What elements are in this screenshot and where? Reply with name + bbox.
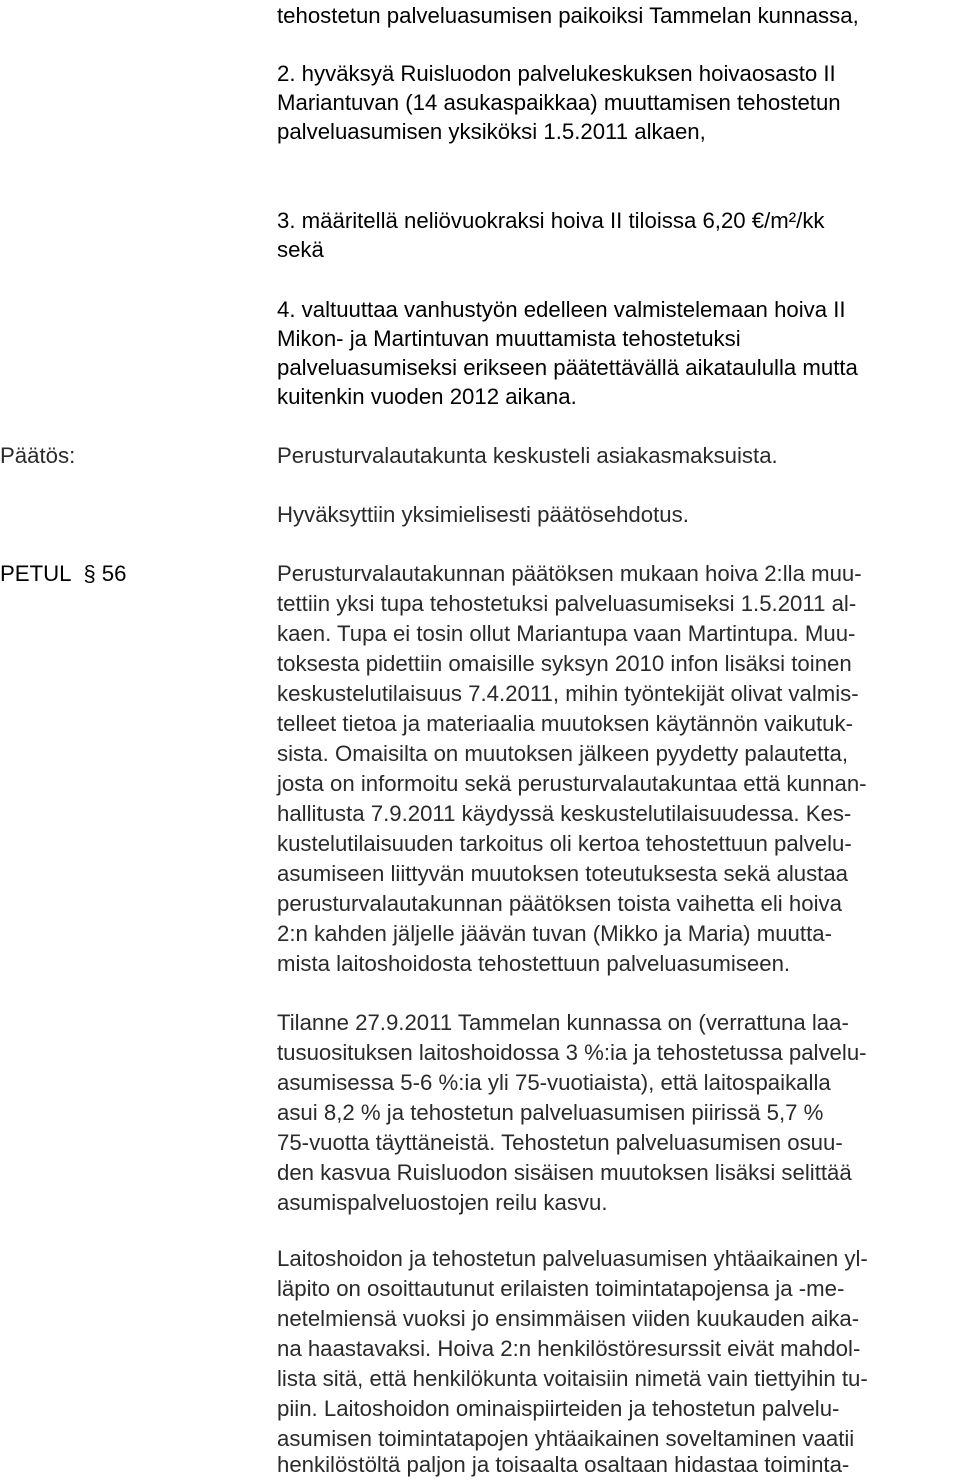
para3-line-2: läpito on osoittautunut erilaisten toimintatapojensa ja -me- <box>277 1276 845 1301</box>
para1-line-14: mista laitoshoidosta tehostettuun palveluasumiseen. <box>277 951 791 976</box>
section-sign-icon: § <box>83 561 96 586</box>
item2-line-3: palveluasumisen yksiköksi 1.5.2011 alkaen, <box>277 119 706 144</box>
para1-line-3: kaen. Tupa ei tosin ollut Mariantupa vaan Martintupa. Muu- <box>277 621 856 646</box>
para2-line-6: den kasvua Ruisluodon sisäisen muutoksen lisäksi selittää <box>277 1160 852 1185</box>
item4-line-2: Mikon- ja Martintuvan muuttamista tehostetuksi <box>277 326 741 351</box>
item4-line-3: palveluasumiseksi erikseen päätettävällä aikataululla mutta <box>277 355 858 380</box>
para3-line-5: lista sitä, että henkilökunta voitaisiin nimetä vain tiettyihin tu- <box>277 1366 868 1391</box>
para2-line-2: tusuosituksen laitoshoidossa 3 %:ia ja tehostetussa palvelu- <box>277 1040 867 1065</box>
item3-line-2: sekä <box>277 237 324 262</box>
item2-line-1: 2. hyväksyä Ruisluodon palvelukeskuksen hoivaosasto II <box>277 61 836 86</box>
item1-tail: tehostetun palveluasumisen paikoiksi Tammelan kunnassa, <box>277 3 859 28</box>
decision-line-2: Hyväksyttiin yksimielisesti päätösehdotus. <box>277 502 689 527</box>
para3-line-4: na haastavaksi. Hoiva 2:n henkilöstöresurssit eivät mahdol- <box>277 1336 861 1361</box>
decision-line-1: Perusturvalautakunta keskusteli asiakasmaksuista. <box>277 443 778 468</box>
para1-line-10: kustelutilaisuuden tarkoitus oli kertoa tehostettuun palvelu- <box>277 831 852 856</box>
item2-line-2: Mariantuvan (14 asukaspaikkaa) muuttamisen tehostetun <box>277 90 841 115</box>
petul-number: 56 <box>101 561 127 586</box>
para1-line-4: toksesta pidettiin omaisille syksyn 2010 infon lisäksi toinen <box>277 651 852 676</box>
para2-line-7: asumispalveluostojen reilu kasvu. <box>277 1190 608 1215</box>
item4-line-4: kuitenkin vuoden 2012 aikana. <box>277 384 577 409</box>
para1-line-5: keskustelutilaisuus 7.4.2011, mihin työntekijät olivat valmis- <box>277 681 859 706</box>
para3-line-3: netelmiensä vuoksi jo ensimmäisen viiden kuukauden aika- <box>277 1306 860 1331</box>
decision-label: Päätös: <box>0 443 76 468</box>
petul-label: PETUL <box>0 561 72 586</box>
para3-line-8: henkilöstöltä paljon ja toisaalta osaltaan hidastaa toiminta- <box>277 1452 850 1477</box>
para2-line-4: asui 8,2 % ja tehostetun palveluasumisen piirissä 5,7 % <box>277 1100 824 1125</box>
para3-line-6: piin. Laitoshoidon ominaispiirteiden ja tehostetun palvelu- <box>277 1396 840 1421</box>
para1-line-11: asumiseen liittyvän muutoksen toteutuksesta sekä alustaa <box>277 861 849 886</box>
para1-line-6: telleet tietoa ja materiaalia muutoksen käytännön vaikutuk- <box>277 711 853 736</box>
para1-line-12: perusturvalautakunnan päätöksen toista vaihetta eli hoiva <box>277 891 842 916</box>
para3-line-1: Laitoshoidon ja tehostetun palveluasumisen yhtäaikainen yl- <box>277 1246 868 1271</box>
para1-line-9: hallitusta 7.9.2011 käydyssä keskustelutilaisuudessa. Kes- <box>277 801 852 826</box>
para3-line-7: asumisen toimintatapojen yhtäaikainen soveltaminen vaatii <box>277 1426 855 1451</box>
para2-line-1: Tilanne 27.9.2011 Tammelan kunnassa on (verrattuna laa- <box>277 1010 849 1035</box>
para1-line-2: tettiin yksi tupa tehostetuksi palveluasumiseksi 1.5.2011 al- <box>277 591 857 616</box>
para2-line-3: asumisessa 5-6 %:ia yli 75-vuotiaista), että laitospaikalla <box>277 1070 831 1095</box>
para1-line-8: josta on informoitu sekä perusturvalautakuntaa että kunnan- <box>277 771 867 796</box>
para1-line-7: sista. Omaisilta on muutoksen jälkeen pyydetty palautetta, <box>277 741 849 766</box>
para2-line-5: 75-vuotta täyttäneistä. Tehostetun palveluasumisen osuu- <box>277 1130 843 1155</box>
para1-line-1: Perusturvalautakunnan päätöksen mukaan hoiva 2:lla muu- <box>277 561 862 586</box>
item4-line-1: 4. valtuuttaa vanhustyön edelleen valmistelemaan hoiva II <box>277 297 846 322</box>
petul-heading <box>0 560 126 588</box>
item3-line-1: 3. määritellä neliövuokraksi hoiva II tiloissa 6,20 €/m²/kk <box>277 208 825 233</box>
para1-line-13: 2:n kahden jäljelle jäävän tuvan (Mikko ja Maria) muutta- <box>277 921 832 946</box>
